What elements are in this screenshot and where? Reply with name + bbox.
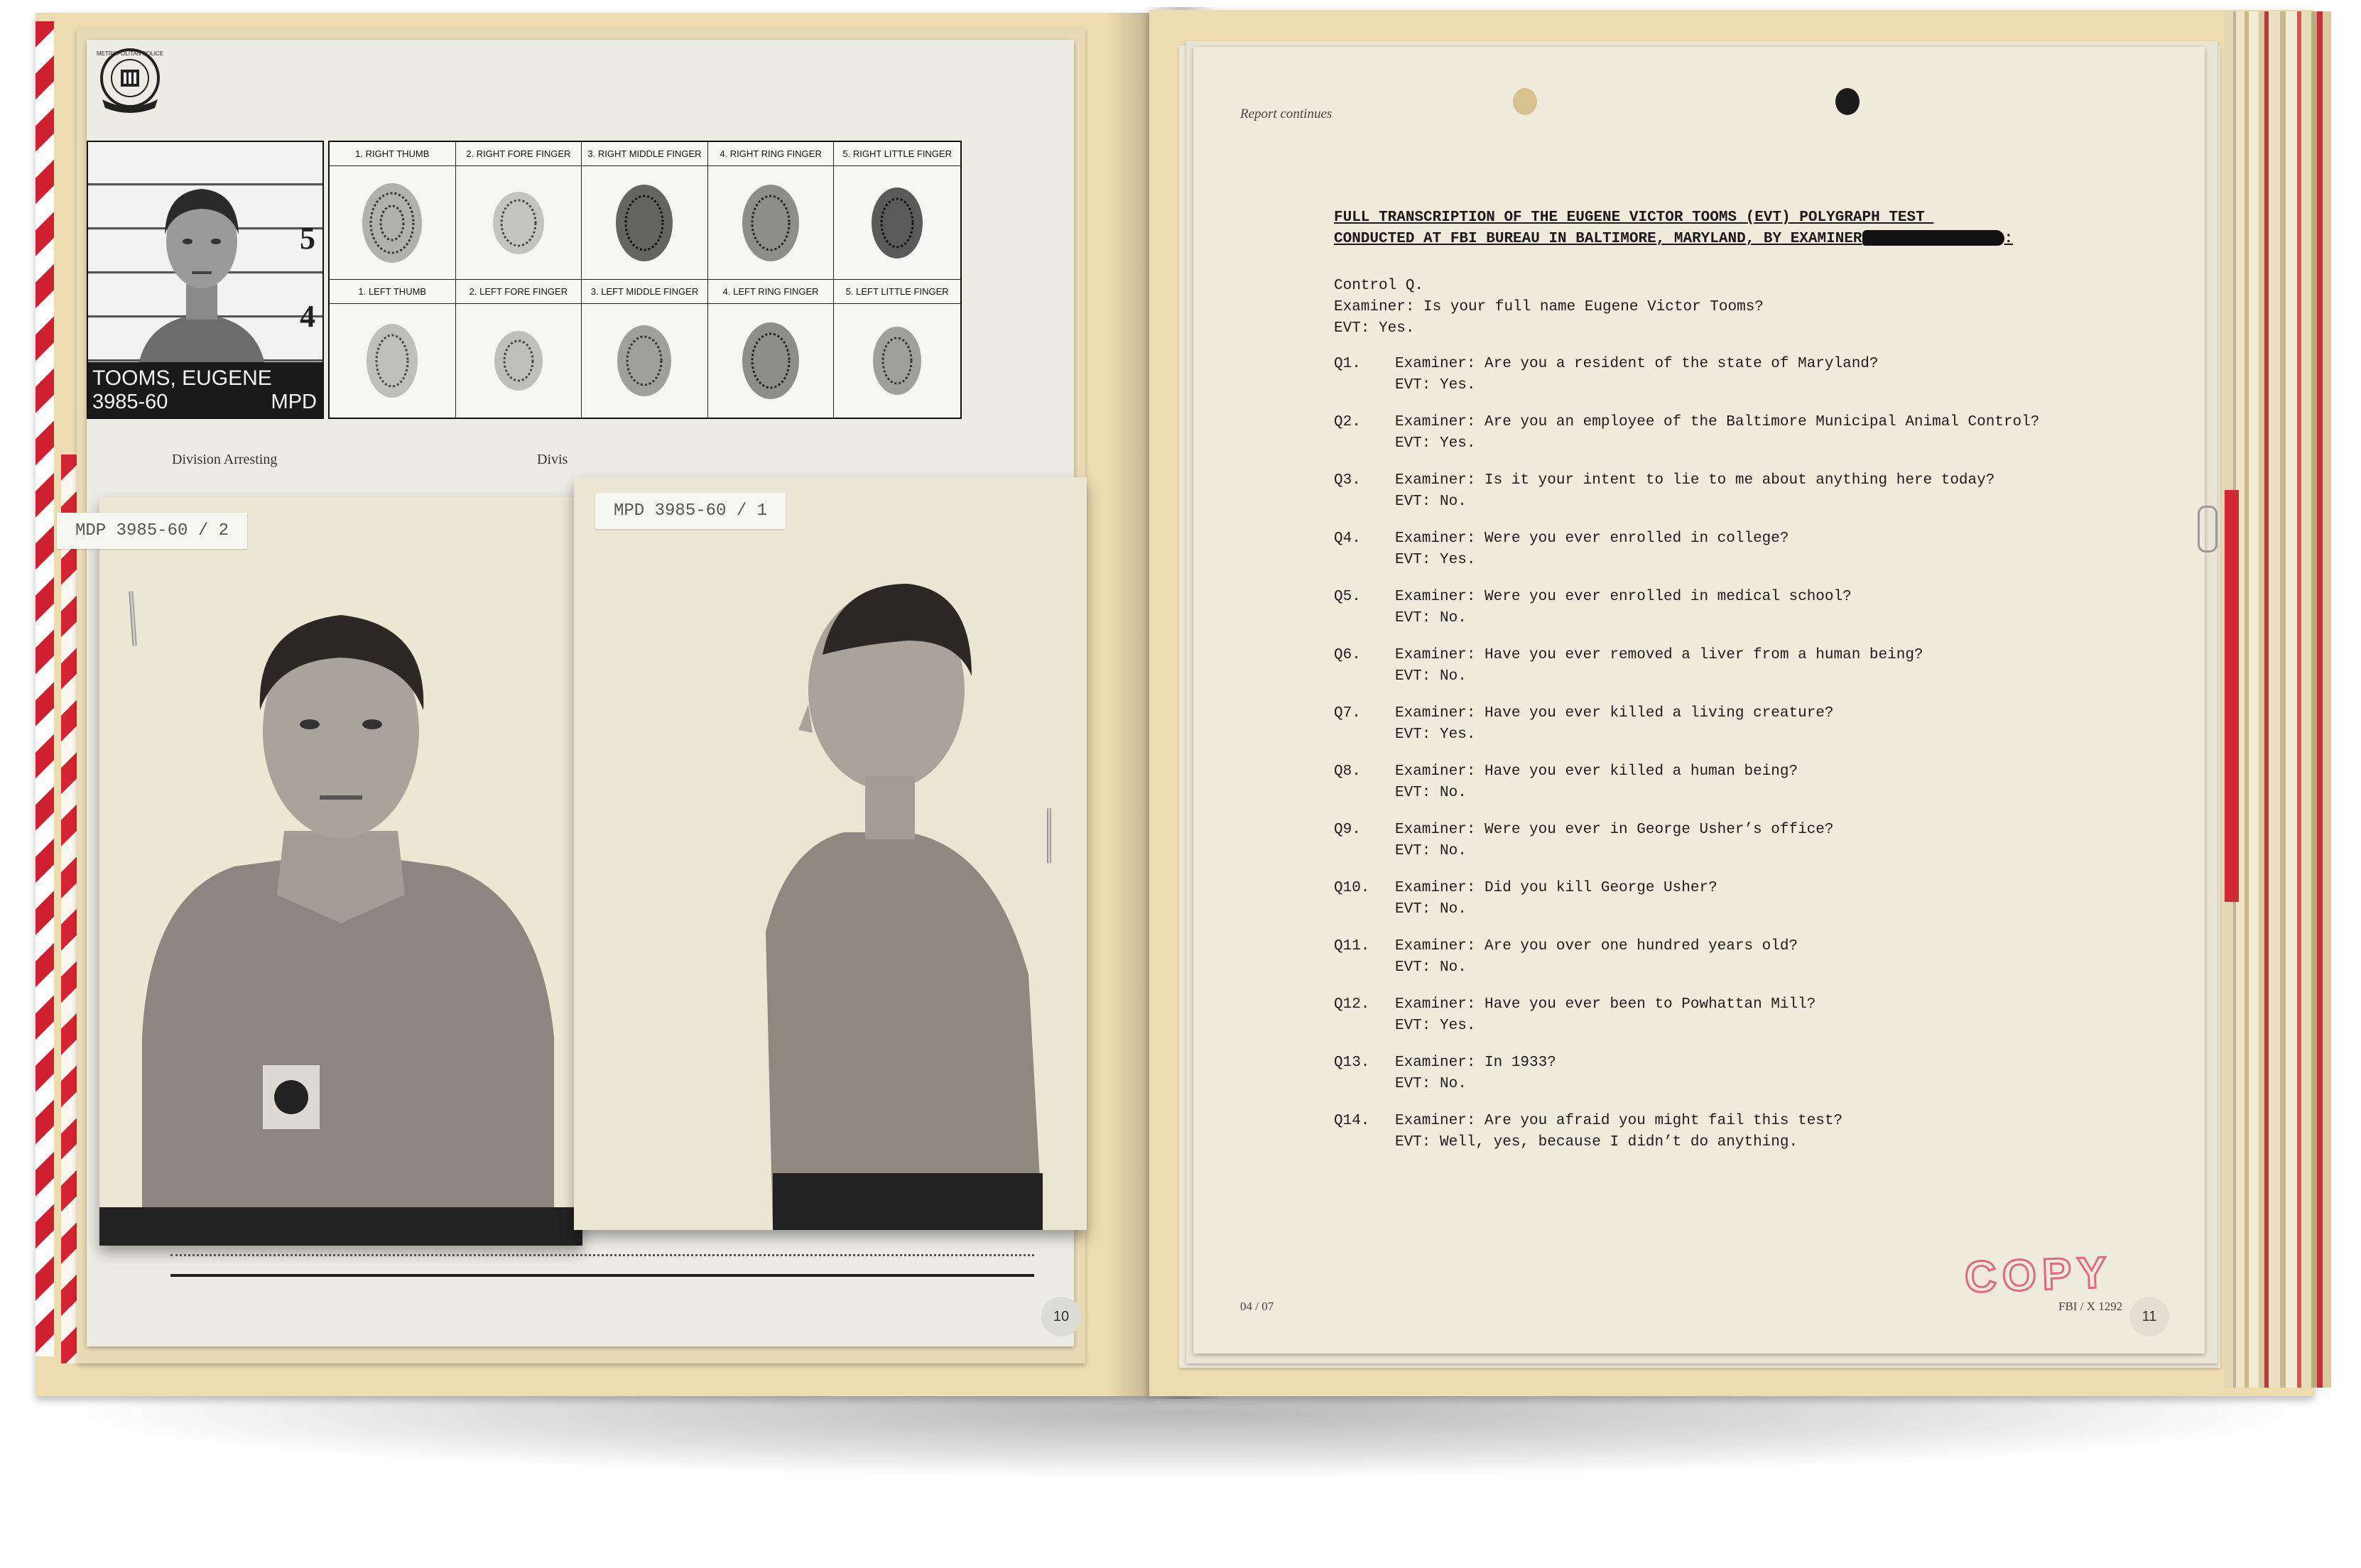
fingerprint-box xyxy=(834,304,960,418)
control-answer: EVT: Yes. xyxy=(1334,320,1415,337)
answer-text: EVT: No. xyxy=(1395,843,1467,859)
footer-page-count: 04 / 07 xyxy=(1240,1300,1274,1313)
signature-line xyxy=(170,1274,1034,1277)
question-number: Q5. xyxy=(1334,589,1361,605)
question-text: Examiner: Are you afraid you might fail this test? xyxy=(1395,1113,1843,1129)
question-text: Examiner: Are you over one hundred years old? xyxy=(1395,938,1798,954)
answer-text: EVT: Yes. xyxy=(1395,435,1476,452)
transcript-title xyxy=(1334,207,2013,250)
fingerprint-box xyxy=(582,304,708,418)
question-number: Q10. xyxy=(1334,880,1370,896)
question-number: Q13. xyxy=(1334,1055,1370,1071)
title-line-2-end: : xyxy=(2004,231,2014,247)
question-number: Q14. xyxy=(1334,1113,1370,1129)
question-text: Examiner: In 1933? xyxy=(1395,1055,1556,1071)
mugshot-figure xyxy=(131,156,273,369)
fingerprint-label: 4. LEFT RING FINGER xyxy=(708,280,835,304)
fingerprint-label: 4. RIGHT RING FINGER xyxy=(708,142,835,166)
question-text: Examiner: Have you ever killed a living creature? xyxy=(1395,705,1834,722)
page-number-left: 10 xyxy=(1041,1297,1081,1336)
answer-text: EVT: Yes. xyxy=(1395,726,1476,743)
fingerprint-box xyxy=(834,166,960,280)
fingerprint-box xyxy=(708,166,835,280)
dotted-line xyxy=(170,1254,1034,1256)
fingerprint-box xyxy=(456,304,582,418)
question-number: Q6. xyxy=(1334,647,1361,663)
fingerprint-label: 5. RIGHT LITTLE FINGER xyxy=(834,142,960,166)
fingerprint-icon xyxy=(735,180,806,266)
question-text: Examiner: Were you ever enrolled in medical school? xyxy=(1395,589,1852,605)
control-question xyxy=(1334,276,1764,339)
fingerprint-box xyxy=(582,166,708,280)
fingerprint-icon xyxy=(735,318,806,403)
question-number: Q11. xyxy=(1334,938,1370,954)
title-line-2: CONDUCTED AT FBI BUREAU IN BALTIMORE, MARYLAND, BY EXAMINER xyxy=(1334,231,1862,247)
redaction-bar xyxy=(1862,230,2004,246)
question-number: Q7. xyxy=(1334,705,1361,722)
answer-text: EVT: No. xyxy=(1395,610,1467,626)
answer-text: EVT: No. xyxy=(1395,785,1467,801)
fingerprint-box xyxy=(330,304,456,418)
answer-text: EVT: Yes. xyxy=(1395,1018,1476,1034)
question-number: Q8. xyxy=(1334,763,1361,780)
answer-text: EVT: No. xyxy=(1395,1076,1467,1092)
answer-text: EVT: No. xyxy=(1395,668,1467,685)
fingerprint-icon xyxy=(609,318,680,403)
front-portrait xyxy=(99,497,582,1246)
fingerprint-icon xyxy=(862,318,933,403)
height-mark-top: 5 xyxy=(300,221,315,256)
fingerprint-icon xyxy=(483,318,554,403)
profile-photo xyxy=(574,477,1087,1230)
answer-text: EVT: Yes. xyxy=(1395,552,1476,568)
question-text: Examiner: Are you an employee of the Baltimore Municipal Animal Control? xyxy=(1395,414,2040,430)
paper-clip-icon xyxy=(2198,506,2218,552)
mugshot-placard xyxy=(88,362,322,418)
answer-text: EVT: Well, yes, because I didn’t do anything. xyxy=(1395,1134,1798,1150)
question-text: Examiner: Have you ever been to Powhattan Mill? xyxy=(1395,996,1816,1013)
suspect-dept: MPD xyxy=(271,391,317,413)
answer-text: EVT: No. xyxy=(1395,959,1467,976)
height-mark-bottom: 4 xyxy=(300,299,315,334)
question-number: Q9. xyxy=(1334,822,1361,838)
question-number: Q3. xyxy=(1334,472,1361,489)
seal-text: METROPOLITAN POLICE xyxy=(96,50,164,57)
division-label: Division Arresting xyxy=(172,452,278,467)
fingerprint-icon xyxy=(357,318,428,403)
suspect-id: 3985-60 xyxy=(92,391,168,413)
fingerprint-box xyxy=(456,166,582,280)
footer-file-ref: FBI / X 1292 xyxy=(2058,1300,2123,1313)
question-number: Q1. xyxy=(1334,356,1361,372)
question-number: Q4. xyxy=(1334,530,1361,547)
fingerprint-card xyxy=(328,141,962,419)
answer-text: EVT: Yes. xyxy=(1395,377,1476,393)
title-line-1: FULL TRANSCRIPTION OF THE EUGENE VICTOR TOOMS (EVT) POLYGRAPH TEST xyxy=(1334,209,1934,226)
control-examiner: Examiner: Is your full name Eugene Victor Tooms? xyxy=(1334,299,1764,315)
division-label-2: Divis xyxy=(537,452,568,467)
question-number: Q2. xyxy=(1334,414,1361,430)
fingerprint-label: 2. RIGHT FORE FINGER xyxy=(456,142,582,166)
page-number-right: 11 xyxy=(2129,1297,2169,1336)
fingerprint-icon xyxy=(609,180,680,266)
photo-tag-front: MDP 3985-60 / 2 xyxy=(57,513,247,549)
photo-tag-side: MPD 3985-60 / 1 xyxy=(595,493,786,529)
punch-hole xyxy=(1513,88,1537,115)
copy-stamp: COPY xyxy=(1963,1248,2113,1302)
question-text: Examiner: Have you ever killed a human being? xyxy=(1395,763,1798,780)
fingerprint-label: 2. LEFT FORE FINGER xyxy=(456,280,582,304)
fingerprint-box xyxy=(330,166,456,280)
punch-hole xyxy=(1835,88,1860,115)
report-continues: Report continues xyxy=(1240,107,1333,121)
red-divider-tab xyxy=(2225,490,2239,902)
fingerprint-label: 1. RIGHT THUMB xyxy=(330,142,456,166)
fingerprint-box xyxy=(708,304,835,418)
fingerprint-label: 1. LEFT THUMB xyxy=(330,280,456,304)
striped-edge xyxy=(36,21,54,1356)
fingerprint-icon xyxy=(862,180,933,266)
fingerprint-label: 3. RIGHT MIDDLE FINGER xyxy=(582,142,708,166)
answer-text: EVT: No. xyxy=(1395,494,1467,510)
question-text: Examiner: Have you ever removed a liver from a human being? xyxy=(1395,647,1923,663)
question-text: Examiner: Did you kill George Usher? xyxy=(1395,880,1717,896)
question-text: Examiner: Is it your intent to lie to me about anything here today? xyxy=(1395,472,1995,489)
question-text: Examiner: Were you ever enrolled in college? xyxy=(1395,530,1789,547)
fingerprint-icon xyxy=(357,180,428,266)
police-seal-icon xyxy=(92,43,168,118)
profile-portrait xyxy=(574,477,1087,1230)
page-edge-stack xyxy=(2223,11,2331,1388)
fingerprint-label: 3. LEFT MIDDLE FINGER xyxy=(582,280,708,304)
mugshot-photo xyxy=(87,141,324,419)
staple xyxy=(1047,808,1051,864)
question-text: Examiner: Were you ever in George Usher’s office? xyxy=(1395,822,1834,838)
suspect-name: TOOMS, EUGENE xyxy=(92,366,272,390)
question-text: Examiner: Are you a resident of the state of Maryland? xyxy=(1395,356,1879,372)
fingerprint-icon xyxy=(483,180,554,266)
question-number: Q12. xyxy=(1334,996,1370,1013)
fingerprint-label: 5. LEFT LITTLE FINGER xyxy=(834,280,960,304)
front-photo xyxy=(75,497,582,1246)
control-label: Control Q. xyxy=(1334,278,1424,294)
answer-text: EVT: No. xyxy=(1395,901,1467,918)
